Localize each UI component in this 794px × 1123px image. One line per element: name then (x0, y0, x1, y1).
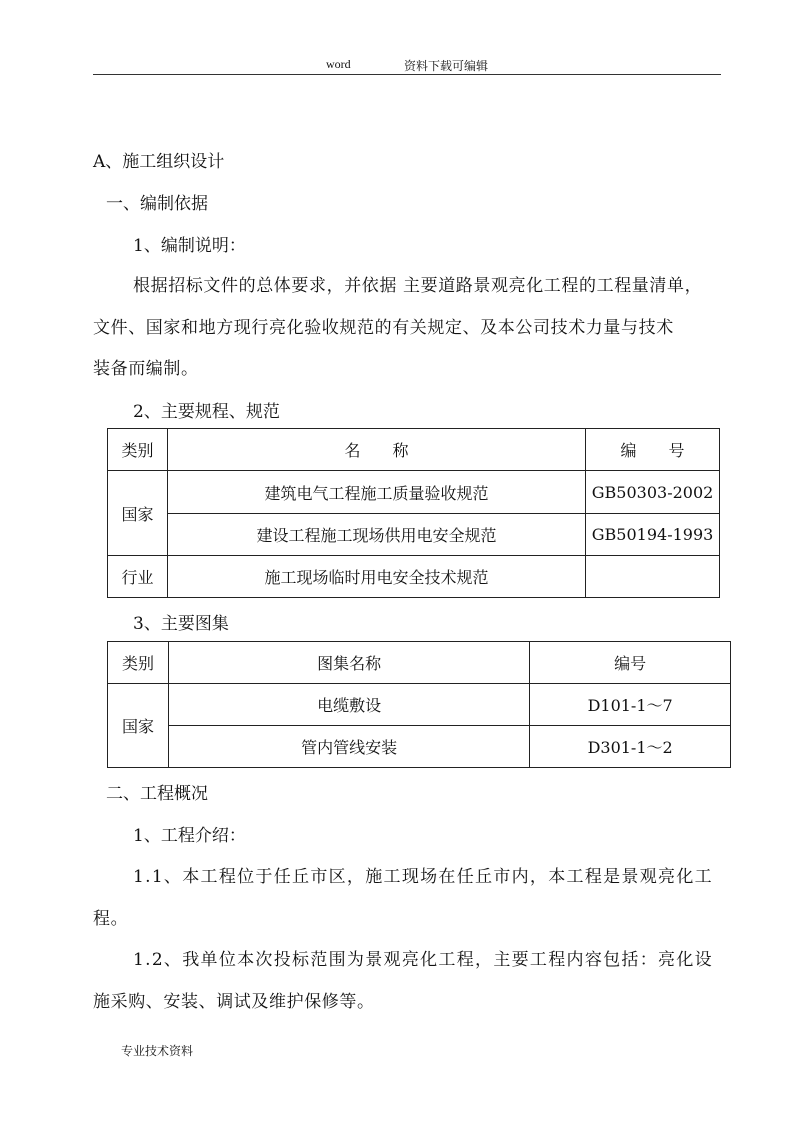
table-cell (586, 556, 720, 598)
table-cell: GB50194-1993 (586, 514, 720, 556)
p2-line-1: 1.2、我单位本次投标范围为景观亮化工程，主要工程内容包括：亮化设 (133, 950, 713, 970)
table-header-cell: 编号 (530, 642, 731, 684)
table-row (108, 642, 731, 684)
para-line-1: 根据招标文件的总体要求，并依据 主要道路景观亮化工程的工程量清单， (133, 276, 703, 296)
p1-line-1: 1.1、本工程位于任丘市区，施工现场在任丘市内，本工程是景观亮化工 (133, 867, 713, 887)
table-row (108, 429, 720, 471)
section2-sub1: 1、工程介绍： (133, 826, 246, 846)
para-line-3: 装备而编制。 (93, 359, 199, 379)
table-header-cell: 编 号 (586, 429, 720, 471)
p2-line-2: 施采购、安装、调试及维护保修等。 (93, 992, 375, 1012)
table-row (108, 726, 731, 768)
standards-table (107, 428, 720, 598)
para-line-2: 文件、国家和地方现行亮化验收规范的有关规定、及本公司技术力量与技术 (93, 318, 674, 338)
table-category-cell: 国家 (108, 684, 169, 768)
header-right-text: 资料下载可编辑 (404, 59, 489, 73)
table-cell: 建筑电气工程施工质量验收规范 (167, 471, 585, 514)
table-cell: GB50303-2002 (586, 471, 720, 514)
table-row (108, 556, 720, 598)
section1-sub2: 2、主要规程、规范 (133, 402, 280, 422)
section1-heading: 一、编制依据 (106, 194, 208, 214)
section1-sub1: 1、编制说明： (133, 236, 246, 256)
table-cell: 施工现场临时用电安全技术规范 (167, 556, 585, 598)
table-cell: D101-1～7 (530, 684, 731, 726)
table-header-cell: 名 称 (167, 429, 585, 471)
page-footer: 专业技术资料 (121, 1044, 194, 1058)
section1-sub3: 3、主要图集 (133, 614, 229, 634)
atlas-table (107, 641, 731, 768)
table-header-cell: 类别 (108, 642, 169, 684)
table-header-cell: 图集名称 (168, 642, 529, 684)
table-row (108, 471, 720, 514)
table-cell: 建设工程施工现场供用电安全规范 (167, 514, 585, 556)
p1-line-2: 程。 (93, 909, 129, 929)
document-title: A、施工组织设计 (93, 152, 225, 172)
header-rule (93, 74, 721, 75)
table-header-cell: 类别 (108, 429, 168, 471)
table-cell: D301-1～2 (530, 726, 731, 768)
table-row (108, 514, 720, 556)
table-row (108, 684, 731, 726)
section2-heading: 二、工程概况 (106, 784, 208, 804)
table-category-cell: 国家 (108, 471, 168, 556)
table-cell: 电缆敷设 (168, 684, 529, 726)
header-left-text: word (326, 57, 351, 71)
table-cell: 管内管线安装 (168, 726, 529, 768)
table-category-cell: 行业 (108, 556, 168, 598)
